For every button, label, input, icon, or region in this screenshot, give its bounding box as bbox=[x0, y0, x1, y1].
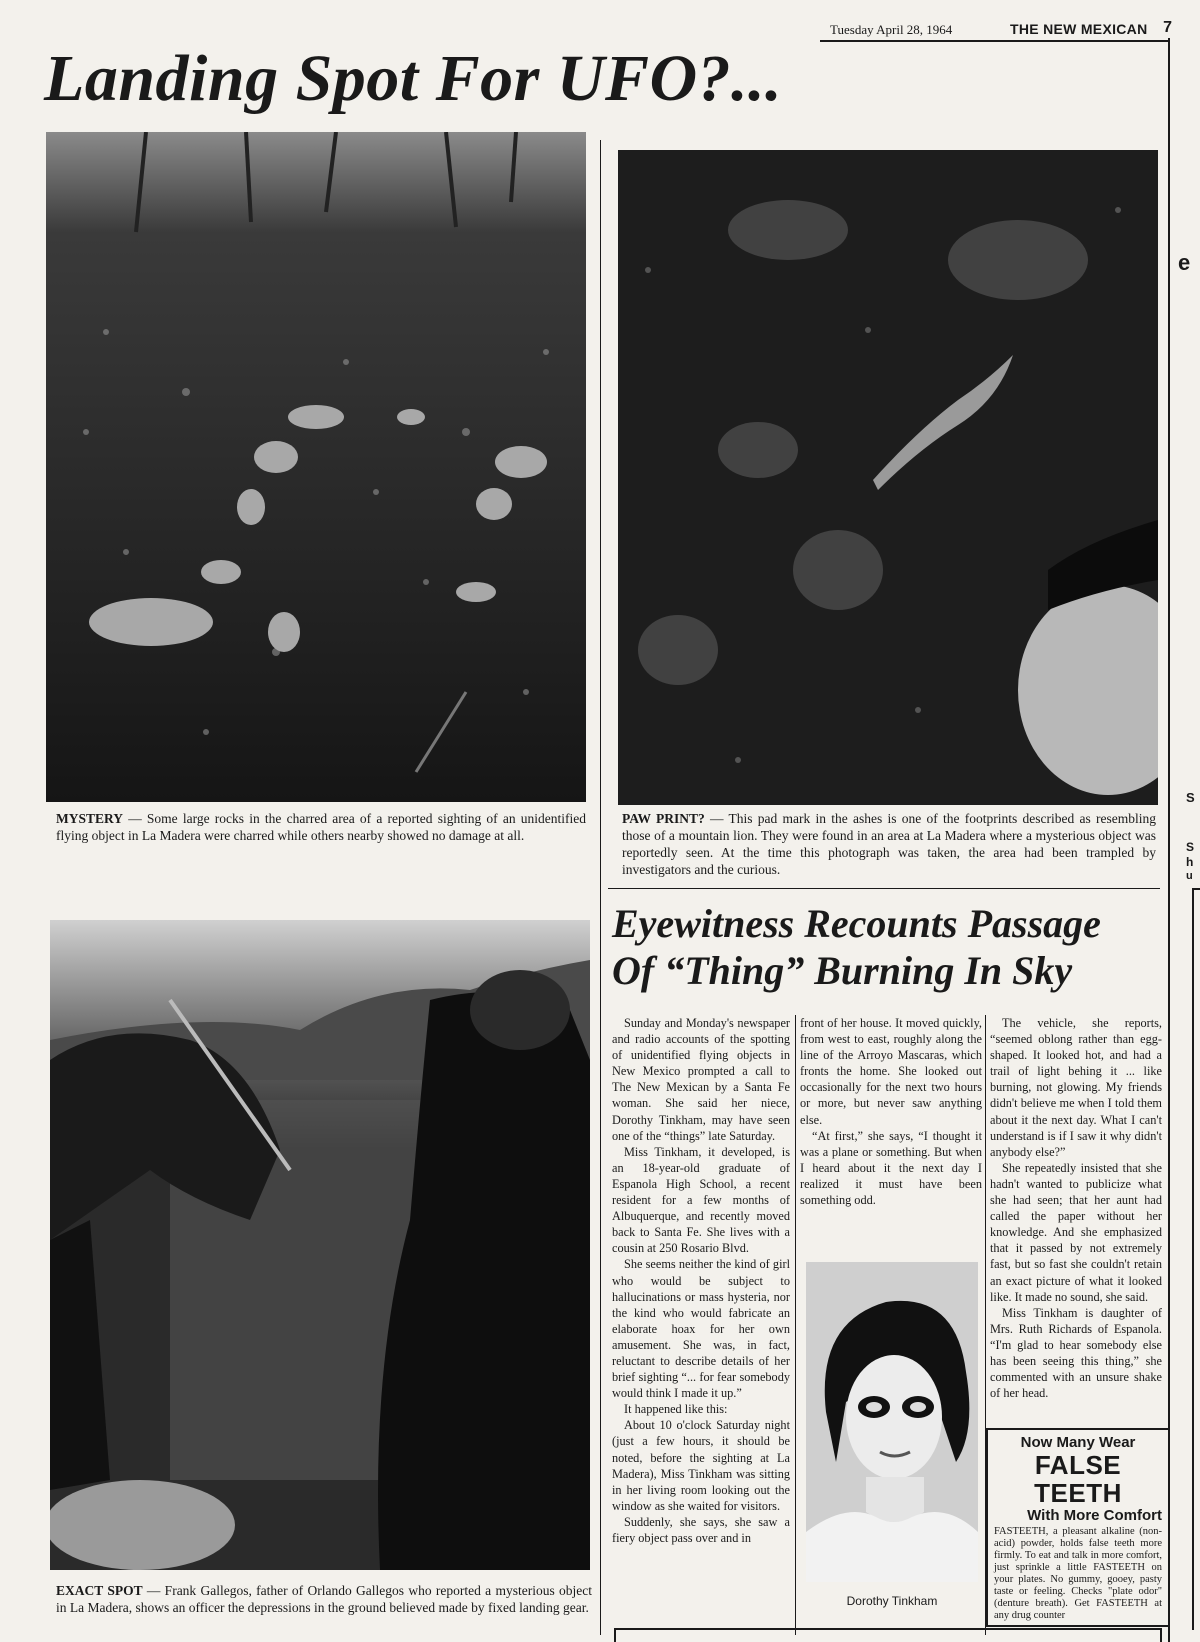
mystery-caption bbox=[56, 810, 586, 844]
edge-fragment-s: S bbox=[1186, 840, 1195, 854]
paw-print-caption-text: — This pad mark in the ashes is one of the footprints described as resembling those of a mountain lion. They were found in an area at La Madera where a mysterious object was reportedly seen. At the time this photograph was taken, the area had been trampled by investigators and the curious. bbox=[622, 811, 1156, 877]
story-paragraph: She seems neither the kind of girl who would be subject to hallucinations or mass hysteria, nor the kind who would fabricate an elaborate hoax for her own amusement. She was, in fact, reluctant to describe details of her brief sighting “... for fear somebody would think I made it up.” bbox=[612, 1257, 790, 1401]
story-paragraph: She repeatedly insisted that she hadn't wanted to publicize what she had seen; that her aunt had called the paper without her knowledge. And she emphasized that it passed by not extremely fast, but so fast she couldn't retain an exact picture of what it looked like. It made no sound, she said. bbox=[990, 1160, 1162, 1304]
portrait-caption: Dorothy Tinkham bbox=[846, 1594, 938, 1608]
story-paragraph: front of her house. It moved quickly, from west to east, roughly along the line of the Arroyo Mascaras, which fronts the home. She looked out occasionally for the next two hours or more, but never saw anything else. bbox=[800, 1016, 982, 1127]
story-paragraph: Sunday and Monday's newspaper and radio accounts of the spotting of unidentified flying objects in New Mexico prompted a call to The New Mexican by a Santa Fe woman. She said her niece, Dorothy Tinkham, may have seen one of the “things” late Saturday. bbox=[612, 1016, 790, 1143]
portrait-photo bbox=[806, 1262, 978, 1582]
right-edge-rule bbox=[1168, 38, 1170, 1642]
mystery-caption-lead: MYSTERY bbox=[56, 811, 124, 826]
story-headline-line2: Of “Thing” Burning In Sky bbox=[612, 948, 1073, 993]
masthead-rule bbox=[820, 40, 1170, 42]
story-paragraph: The vehicle, she reports, “seemed oblong rather than egg-shaped. It looked hot, and had a trail of light behing it ... like burning, not glowing. My friends didn't believe me when I told them about it the next day. What I can't understand is if I saw it why didn't anybody else?” bbox=[990, 1016, 1162, 1159]
story-paragraph: Miss Tinkham, it developed, is an 18-year-old graduate of Espanola High School, a recent resident for a few months of Albuquerque, and recently moved back to Santa Fe. She lives with a cousin at 250 Rosario Blvd. bbox=[612, 1144, 790, 1256]
exact-spot-caption-lead: EXACT SPOT bbox=[56, 1583, 143, 1598]
story-column-rule-1 bbox=[795, 1015, 796, 1635]
paw-print-photo bbox=[618, 150, 1158, 805]
story-paragraph: Suddenly, she says, she saw a fiery object pass over and in bbox=[612, 1514, 790, 1545]
story-column-1 bbox=[612, 1015, 790, 1546]
edge-fragment-e: e bbox=[1178, 250, 1191, 275]
adjacent-page-box bbox=[1192, 888, 1200, 1630]
false-teeth-advertisement bbox=[986, 1428, 1170, 1627]
ad-line-2: FALSE TEETH bbox=[1034, 1450, 1122, 1508]
exact-spot-photo bbox=[50, 920, 590, 1570]
story-headline bbox=[612, 900, 1172, 994]
column-rule-left bbox=[600, 140, 601, 1635]
exact-spot-caption bbox=[56, 1582, 592, 1616]
ad-line-1: Now Many Wear bbox=[1020, 1434, 1136, 1451]
rule-above-story-headline bbox=[608, 888, 1160, 889]
paw-print-caption-lead: PAW PRINT? bbox=[622, 811, 705, 826]
edge-fragment-h: h bbox=[1186, 855, 1194, 869]
story-column-2 bbox=[800, 1015, 982, 1208]
charred-rocks-image bbox=[46, 132, 586, 802]
story-headline-line1: Eyewitness Recounts Passage bbox=[612, 901, 1101, 946]
bottom-box-edge bbox=[614, 1628, 1162, 1642]
masthead bbox=[820, 20, 1170, 42]
mystery-photo bbox=[46, 132, 586, 802]
ad-body: FASTEETH, a pleasant alkaline (non-acid) powder, holds false teeth more firmly. To eat and talk in more comfort, just sprinkle a little FASTEETH on your plates. No gummy, gooey, pasty taste or feeling. Checks "plate odor" (denture breath). Get FASTEETH at any drug counter bbox=[994, 1526, 1162, 1621]
paw-print-image bbox=[618, 150, 1158, 805]
story-paragraph: Miss Tinkham is daughter of Mrs. Ruth Richards of Espanola. “I'm glad to hear somebody else has been seeing this thing,” she commented with an unsure shake of her head. bbox=[990, 1305, 1162, 1401]
newspaper-name: THE NEW MEXICAN bbox=[1010, 21, 1148, 37]
mystery-caption-text: — Some large rocks in the charred area of a reported sighting of an unidentified flying object in La Madera were charred while others nearby showed no damage at all. bbox=[56, 811, 586, 843]
paw-print-caption bbox=[622, 810, 1156, 878]
edge-fragment-u: u bbox=[1186, 870, 1193, 882]
story-paragraph: About 10 o'clock Saturday night (just a few hours, it should be noted, before the sighting at La Madera), Miss Tinkham was sitting in her living room looking out the window as she waited for visitors. bbox=[612, 1418, 790, 1513]
page-number: 7 bbox=[1163, 19, 1172, 36]
edge-fragment-s: S bbox=[1186, 790, 1195, 805]
page-headline: Landing Spot For UFO?... bbox=[44, 42, 783, 115]
story-column-3 bbox=[990, 1015, 1162, 1401]
story-paragraph: It happened like this: bbox=[624, 1402, 728, 1417]
dorothy-tinkham-portrait bbox=[806, 1262, 978, 1582]
ad-line-3: With More Comfort bbox=[1027, 1507, 1162, 1524]
story-paragraph: “At first,” she says, “I thought it was a plane or something. But when I heard about it the next day I realized it must have been something odd. bbox=[800, 1128, 982, 1208]
landing-gear-depressions-image bbox=[50, 920, 590, 1570]
issue-date: Tuesday April 28, 1964 bbox=[830, 22, 953, 37]
exact-spot-caption-text: — Frank Gallegos, father of Orlando Gallegos who reported a mysterious object in La Madera, shows an officer the depressions in the ground believed made by fixed landing gear. bbox=[56, 1583, 592, 1615]
